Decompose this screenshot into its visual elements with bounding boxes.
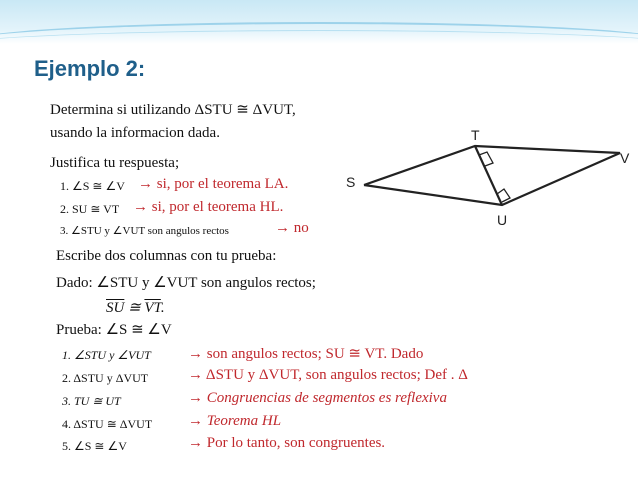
segment-vt: $\overline{VT}$ xyxy=(144,300,161,316)
given-end: . xyxy=(160,300,165,316)
intro-line-2: usando la informacion dada. xyxy=(50,125,220,141)
segment-su: $\overline{SU}$ xyxy=(106,300,125,316)
step-5-right: → Por lo tanto, son congruentes. xyxy=(188,435,386,451)
slide-title: Ejemplo 2: xyxy=(34,56,146,81)
step-1-right: → son angulos rectos; SU ≅ VT. Dado xyxy=(188,346,424,362)
congruent-sign: ≅ xyxy=(124,300,145,316)
label-s: S xyxy=(346,174,356,190)
option-1-answer: → si, por el teorema LA. xyxy=(138,176,289,192)
step-2-left: 2. ΔSTU y ΔVUT xyxy=(62,371,149,385)
proof-intro: Escribe dos columnas con tu prueba: xyxy=(56,248,277,264)
option-1-question: 1. ∠S ≅ ∠V xyxy=(60,179,125,193)
step-3-right: → Congruencias de segmentos es reflexiva xyxy=(188,390,447,406)
step-5-left: 5. ∠S ≅ ∠V xyxy=(62,439,127,453)
given-line: Dado: ∠STU y ∠VUT son angulos rectos; xyxy=(56,275,316,291)
step-4-right: → Teorema HL xyxy=(188,413,282,429)
header-band xyxy=(0,0,638,44)
step-2-right: → ΔSTU y ΔVUT, son angulos rectos; Def . Δ xyxy=(188,367,468,383)
step-3-left: 3. TU ≅ UT xyxy=(62,394,121,408)
step-4-left: 4. ΔSTU ≅ ΔVUT xyxy=(62,417,153,431)
option-2-question: 2. SU ≅ VT xyxy=(60,202,120,216)
given-segments xyxy=(106,298,165,317)
label-t: T xyxy=(471,127,480,143)
option-2-answer: → si, por el teorema HL. xyxy=(133,199,284,215)
step-1-left: 1. ∠STU y ∠VUT xyxy=(62,348,151,362)
intro-line-3: Justifica tu respuesta; xyxy=(50,155,180,171)
intro-line-1: Determina si utilizando ΔSTU ≅ ΔVUT, xyxy=(50,102,296,118)
label-v: V xyxy=(620,150,630,166)
label-u: U xyxy=(497,212,508,228)
triangle-diagram xyxy=(330,125,630,240)
option-3-answer: → no xyxy=(275,220,309,236)
prove-line: Prueba: ∠S ≅ ∠V xyxy=(56,322,172,338)
option-3-question: 3. ∠STU y ∠VUT son angulos rectos xyxy=(60,225,229,237)
quadrilateral-outline xyxy=(364,146,620,205)
